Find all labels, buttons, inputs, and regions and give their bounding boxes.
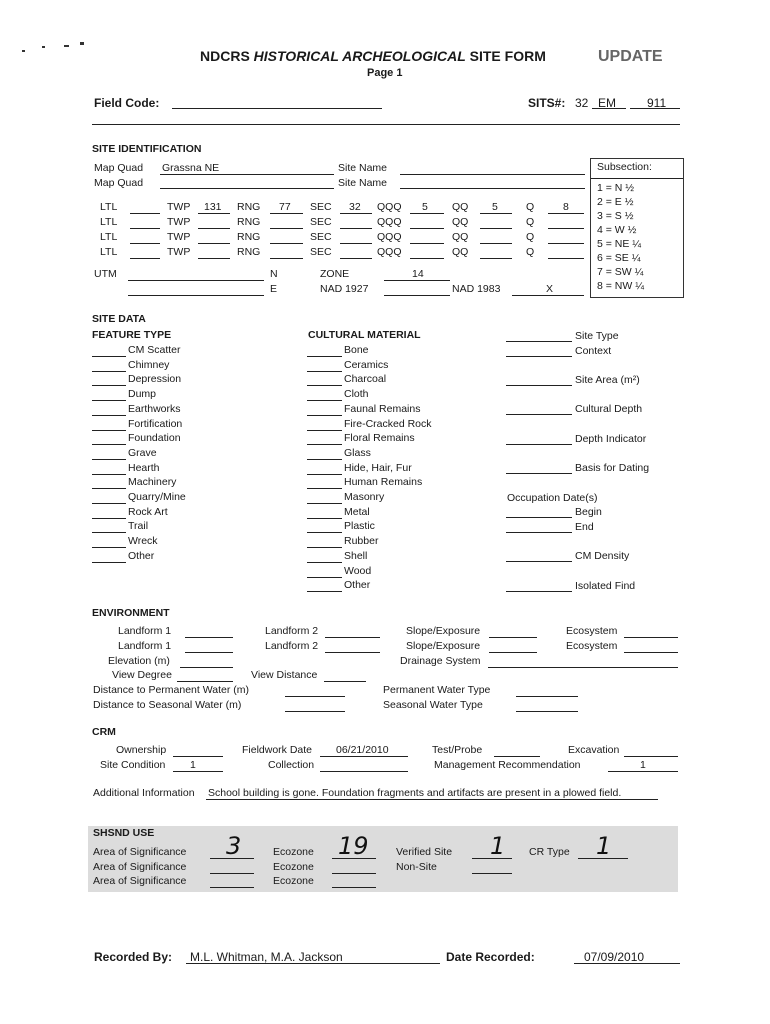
map-quad-label-1: Map Quad [94, 162, 144, 174]
depth-indicator-label: Depth Indicator [575, 433, 647, 445]
zone-value: 14 [412, 268, 424, 280]
depth-indicator-field[interactable] [506, 444, 572, 445]
ecozone-label: Ecozone [273, 861, 314, 873]
landform2-field-2[interactable] [325, 652, 380, 653]
recorded-by-label: Recorded By: [94, 950, 173, 964]
basis-dating-field[interactable] [506, 473, 572, 474]
qqq-value: 5 [422, 201, 428, 213]
landform1-field-2[interactable] [185, 652, 233, 653]
cultural-material-label: Wood [344, 564, 372, 577]
drainage-field[interactable] [488, 667, 678, 668]
site-name-field-1[interactable] [400, 174, 585, 175]
date-recorded-field[interactable] [574, 963, 680, 964]
utm-label: UTM [94, 268, 117, 280]
verified-site-value: 1 [490, 832, 506, 860]
site-name-label-2: Site Name [338, 177, 388, 189]
mgmt-label: Management Recommendation [434, 759, 581, 771]
cultural-material-label: Bone [344, 344, 369, 356]
twp-field[interactable] [198, 258, 230, 259]
collection-label: Collection [268, 759, 315, 771]
rng-label: RNG [237, 201, 261, 213]
date-recorded-label: Date Recorded: [446, 950, 535, 964]
view-degree-field[interactable] [177, 681, 233, 682]
cultural-material-label: Hide, Hair, Fur [344, 461, 412, 474]
area-significance-value: 3 [226, 832, 242, 860]
sits-number: 911 [647, 96, 667, 110]
utm-northing-field[interactable] [128, 280, 264, 281]
qqq-field[interactable] [410, 213, 444, 214]
sec-field[interactable] [340, 258, 372, 259]
cultural-material-label: Cloth [344, 388, 369, 401]
twp-label: TWP [167, 216, 191, 228]
dist-perm-label: Distance to Permanent Water (m) [93, 684, 249, 696]
cm-density-field[interactable] [506, 561, 572, 562]
qqq-label: QQQ [377, 246, 402, 258]
drainage-label: Drainage System [400, 655, 481, 667]
cultural-material-label: Floral Remains [344, 432, 415, 445]
slope-field-1[interactable] [489, 637, 537, 638]
perm-type-label: Permanent Water Type [383, 684, 491, 696]
additional-info-label: Additional Information [93, 787, 195, 799]
mgmt-value: 1 [640, 759, 646, 771]
site-data-heading: SITE DATA [92, 313, 146, 325]
utm-e-label: E [270, 283, 278, 295]
perm-type-field[interactable] [516, 696, 578, 697]
non-site-field[interactable] [472, 873, 512, 874]
non-site-label: Non-Site [396, 861, 437, 873]
slope-label: Slope/Exposure [406, 625, 481, 637]
ecozone-field[interactable] [332, 887, 376, 888]
excavation-label: Excavation [568, 744, 620, 756]
additional-info-line [206, 799, 658, 800]
q-value: 8 [563, 201, 569, 213]
nad1983-mark: X [546, 283, 554, 295]
feature-type-label: Other [128, 549, 155, 562]
feature-type-checkbox[interactable] [92, 547, 126, 548]
cultural-material-label: Glass [344, 446, 371, 459]
rng-label: RNG [237, 231, 261, 243]
cultural-material-label: Shell [344, 549, 368, 562]
elevation-label: Elevation (m) [108, 655, 170, 667]
qq-value: 5 [492, 201, 498, 213]
subsection-item: 7 = SW ¼ [597, 266, 644, 278]
feature-type-label: Rock Art [128, 505, 168, 518]
q-field[interactable] [548, 213, 584, 214]
nad1983-field[interactable] [512, 295, 584, 296]
feature-type-checkbox[interactable] [92, 488, 126, 489]
elevation-field[interactable] [180, 667, 233, 668]
site-name-label-1: Site Name [338, 162, 388, 174]
feature-type-label: CM Scatter [128, 344, 181, 356]
ecozone-value: 19 [338, 832, 369, 860]
cultural-material-checkbox[interactable] [307, 356, 342, 357]
qqq-label: QQQ [377, 231, 402, 243]
ecosystem-label: Ecosystem [566, 625, 618, 637]
rng-field[interactable] [270, 228, 303, 229]
view-degree-label: View Degree [112, 669, 172, 681]
cultural-material-checkbox[interactable] [307, 415, 342, 416]
ecozone-label: Ecozone [273, 846, 314, 858]
subsection-item: 1 = N ½ [597, 182, 635, 194]
cultural-depth-label: Cultural Depth [575, 403, 643, 415]
rng-label: RNG [237, 216, 261, 228]
cultural-material-heading: CULTURAL MATERIAL [308, 329, 421, 341]
feature-type-checkbox[interactable] [92, 385, 126, 386]
slope-label: Slope/Exposure [406, 640, 481, 652]
rng-field[interactable] [270, 243, 303, 244]
map-quad-label-2: Map Quad [94, 177, 144, 189]
subsection-divider [591, 178, 683, 179]
qq-label: QQ [452, 246, 469, 258]
excavation-field[interactable] [624, 756, 678, 757]
ltl-label: LTL [100, 201, 118, 213]
test-probe-field[interactable] [494, 756, 540, 757]
cultural-material-label: Masonry [344, 491, 385, 503]
occupation-dates-label: Occupation Date(s) [507, 492, 598, 504]
cultural-material-label: Rubber [344, 535, 379, 548]
additional-info-text[interactable]: School building is gone. Foundation fragments and artifacts are present in a plowed field. [208, 787, 622, 799]
cultural-material-checkbox[interactable] [307, 371, 342, 372]
shsnd-use-panel [88, 826, 678, 892]
recorded-by-field[interactable] [186, 963, 440, 964]
sits-state: 32 [575, 96, 589, 110]
feature-type-label: Trail [128, 520, 149, 533]
cultural-material-label: Fire-Cracked Rock [344, 417, 432, 430]
isolated-find-label: Isolated Find [575, 580, 636, 592]
landform1-label: Landform 1 [118, 625, 172, 637]
cultural-material-label: Plastic [344, 520, 375, 533]
twp-value: 131 [204, 201, 222, 213]
landform2-label: Landform 2 [265, 640, 319, 652]
rng-field[interactable] [270, 213, 303, 214]
twp-field[interactable] [198, 228, 230, 229]
subsection-legend [590, 158, 684, 298]
ownership-label: Ownership [116, 744, 167, 756]
landform2-label: Landform 2 [265, 625, 319, 637]
qq-field[interactable] [480, 213, 512, 214]
site-area-field[interactable] [506, 385, 572, 386]
qqq-label: QQQ [377, 216, 402, 228]
context-field[interactable] [506, 356, 572, 357]
feature-type-checkbox[interactable] [92, 444, 126, 445]
qqq-field[interactable] [410, 228, 444, 229]
sits-label: SITS#: [528, 96, 566, 110]
twp-field[interactable] [198, 213, 230, 214]
landform2-field-1[interactable] [325, 637, 380, 638]
twp-label: TWP [167, 246, 191, 258]
feature-type-checkbox[interactable] [92, 415, 126, 416]
cultural-material-checkbox[interactable] [307, 488, 342, 489]
cultural-material-label: Ceramics [344, 358, 389, 371]
ecosystem-field-2[interactable] [624, 652, 678, 653]
cultural-material-checkbox[interactable] [307, 430, 342, 431]
end-field[interactable] [506, 532, 572, 533]
rng-field[interactable] [270, 258, 303, 259]
crm-heading: CRM [92, 726, 116, 738]
verified-site-label: Verified Site [396, 846, 453, 858]
qq-field[interactable] [480, 243, 512, 244]
form-title [200, 48, 546, 64]
cultural-material-checkbox[interactable] [307, 518, 342, 519]
cultural-material-checkbox[interactable] [307, 474, 342, 475]
feature-type-label: Depression [128, 373, 182, 386]
qq-field[interactable] [480, 258, 512, 259]
feature-type-checkbox[interactable] [92, 356, 126, 357]
ltl-field[interactable] [130, 228, 160, 229]
feature-type-checkbox[interactable] [92, 518, 126, 519]
ltl-label: LTL [100, 216, 118, 228]
qq-label: QQ [452, 231, 469, 243]
landform1-field-1[interactable] [185, 637, 233, 638]
site-name-field-2[interactable] [400, 188, 585, 189]
cm-density-label: CM Density [575, 550, 630, 562]
sits-county: EM [598, 96, 616, 110]
utm-n-label: N [270, 268, 278, 280]
twp-label: TWP [167, 201, 191, 213]
field-code-field[interactable] [172, 108, 382, 109]
ecozone-label: Ecozone [273, 875, 314, 887]
feature-type-checkbox[interactable] [92, 474, 126, 475]
header-rule [92, 124, 680, 125]
context-label: Context [575, 345, 612, 357]
title-prefix: NDCRS [200, 48, 250, 64]
fieldwork-date-field[interactable] [320, 756, 408, 757]
feature-type-label: Machinery [128, 476, 177, 489]
site-condition-value: 1 [190, 759, 196, 771]
area-significance-label: Area of Significance [93, 861, 187, 873]
title-italic: HISTORICAL ARCHEOLOGICAL [253, 48, 466, 64]
sec-field[interactable] [340, 213, 372, 214]
feature-type-checkbox[interactable] [92, 532, 126, 533]
cultural-material-checkbox[interactable] [307, 444, 342, 445]
qq-field[interactable] [480, 228, 512, 229]
cultural-material-label: Faunal Remains [344, 402, 421, 415]
feature-type-label: Dump [128, 388, 157, 401]
sec-label: SEC [310, 201, 332, 213]
ltl-label: LTL [100, 246, 118, 258]
feature-type-label: Earthworks [128, 402, 181, 415]
environment-heading: ENVIRONMENT [92, 607, 170, 619]
slope-field-2[interactable] [489, 652, 537, 653]
title-suffix: SITE FORM [469, 48, 546, 64]
utm-easting-field[interactable] [128, 295, 264, 296]
recorded-by-value: M.L. Whitman, M.A. Jackson [190, 950, 343, 964]
view-distance-field[interactable] [324, 681, 366, 682]
qqq-field[interactable] [410, 258, 444, 259]
site-area-label: Site Area (m²) [575, 374, 640, 386]
site-condition-label: Site Condition [100, 759, 166, 771]
feature-type-checkbox[interactable] [92, 371, 126, 372]
cultural-material-checkbox[interactable] [307, 532, 342, 533]
feature-type-checkbox[interactable] [92, 400, 126, 401]
cultural-material-checkbox[interactable] [307, 562, 342, 563]
subsection-item: 3 = S ½ [597, 210, 634, 222]
dist-seas-field[interactable] [285, 711, 345, 712]
feature-type-heading: FEATURE TYPE [92, 329, 172, 341]
test-probe-label: Test/Probe [432, 744, 483, 756]
cr-type-value: 1 [596, 832, 612, 860]
sits-number-line [630, 108, 680, 109]
map-quad-field-2[interactable] [160, 188, 334, 189]
twp-field[interactable] [198, 243, 230, 244]
feature-type-checkbox[interactable] [92, 503, 126, 504]
cultural-material-checkbox[interactable] [307, 591, 342, 592]
scan-speck [80, 42, 84, 45]
cultural-material-label: Metal [344, 505, 370, 518]
map-quad-field-1[interactable] [160, 174, 334, 175]
scan-speck [64, 45, 69, 47]
seas-type-field[interactable] [516, 711, 578, 712]
site-condition-field[interactable] [173, 771, 223, 772]
shsnd-heading: SHSND USE [93, 827, 155, 839]
sec-value: 32 [349, 201, 361, 213]
subsection-item: 8 = NW ¼ [597, 280, 644, 292]
rng-label: RNG [237, 246, 261, 258]
subsection-item: 5 = NE ¼ [597, 238, 642, 250]
q-label: Q [526, 201, 535, 213]
subsection-title: Subsection: [597, 161, 652, 173]
feature-type-label: Grave [128, 446, 157, 459]
feature-type-checkbox[interactable] [92, 562, 126, 563]
q-field[interactable] [548, 258, 584, 259]
ecosystem-label: Ecosystem [566, 640, 618, 652]
q-label: Q [526, 231, 535, 243]
qq-label: QQ [452, 216, 469, 228]
sec-label: SEC [310, 216, 332, 228]
q-label: Q [526, 246, 535, 258]
cultural-material-checkbox[interactable] [307, 547, 342, 548]
update-label: UPDATE [598, 48, 663, 65]
cultural-material-label: Charcoal [344, 373, 387, 386]
cultural-material-checkbox[interactable] [307, 459, 342, 460]
field-code-label: Field Code: [94, 96, 160, 110]
fieldwork-date-label: Fieldwork Date [242, 744, 313, 756]
ltl-field[interactable] [130, 258, 160, 259]
feature-type-label: Hearth [128, 461, 160, 474]
sits-county-line [592, 108, 626, 109]
cultural-material-label: Human Remains [344, 476, 423, 489]
cultural-material-checkbox[interactable] [307, 400, 342, 401]
area-significance-field[interactable] [210, 873, 254, 874]
ltl-field[interactable] [130, 243, 160, 244]
feature-type-label: Fortification [128, 417, 183, 430]
qq-label: QQ [452, 201, 469, 213]
site-id-heading: SITE IDENTIFICATION [92, 143, 202, 155]
cultural-material-checkbox[interactable] [307, 385, 342, 386]
scan-speck [42, 46, 45, 48]
subsection-item: 6 = SE ¼ [597, 252, 641, 264]
nad1927-field[interactable] [384, 295, 450, 296]
cultural-material-checkbox[interactable] [307, 577, 342, 578]
nad1983-label: NAD 1983 [452, 283, 501, 295]
page-number: Page 1 [367, 67, 403, 79]
ownership-field[interactable] [173, 756, 223, 757]
twp-label: TWP [167, 231, 191, 243]
rng-value: 77 [279, 201, 291, 213]
cultural-material-checkbox[interactable] [307, 503, 342, 504]
feature-type-checkbox[interactable] [92, 430, 126, 431]
view-distance-label: View Distance [251, 669, 318, 681]
sec-field[interactable] [340, 243, 372, 244]
area-significance-label: Area of Significance [93, 846, 187, 858]
dist-perm-field[interactable] [285, 696, 345, 697]
sec-field[interactable] [340, 228, 372, 229]
qqq-field[interactable] [410, 243, 444, 244]
qqq-label: QQQ [377, 201, 402, 213]
feature-type-checkbox[interactable] [92, 459, 126, 460]
feature-type-label: Chimney [128, 358, 170, 371]
feature-type-label: Quarry/Mine [128, 491, 186, 503]
site-type-label: Site Type [575, 330, 619, 342]
seas-type-label: Seasonal Water Type [383, 699, 483, 711]
cultural-material-label: Other [344, 579, 371, 592]
zone-label: ZONE [320, 268, 350, 280]
ltl-field[interactable] [130, 213, 160, 214]
subsection-item: 4 = W ½ [597, 224, 637, 236]
mgmt-field[interactable] [608, 771, 678, 772]
cultural-depth-field[interactable] [506, 414, 572, 415]
cr-type-label: CR Type [529, 846, 570, 858]
zone-field[interactable] [384, 280, 450, 281]
nad1927-label: NAD 1927 [320, 283, 369, 295]
ecosystem-field-1[interactable] [624, 637, 678, 638]
fieldwork-date-value: 06/21/2010 [336, 744, 389, 756]
collection-field[interactable] [320, 771, 408, 772]
q-label: Q [526, 216, 535, 228]
ecozone-field[interactable] [332, 873, 376, 874]
subsection-item: 2 = E ½ [597, 196, 634, 208]
q-field[interactable] [548, 228, 584, 229]
begin-field[interactable] [506, 517, 572, 518]
sec-label: SEC [310, 231, 332, 243]
map-quad-value-1: Grassna NE [162, 162, 220, 174]
isolated-find-field[interactable] [506, 591, 572, 592]
area-significance-label: Area of Significance [93, 875, 187, 887]
area-significance-field[interactable] [210, 887, 254, 888]
end-label: End [575, 521, 594, 533]
date-recorded-value: 07/09/2010 [584, 950, 645, 964]
begin-label: Begin [575, 506, 602, 518]
basis-dating-label: Basis for Dating [575, 462, 650, 474]
landform1-label: Landform 1 [118, 640, 172, 652]
site-type-field[interactable] [506, 341, 572, 342]
feature-type-label: Wreck [128, 535, 158, 548]
q-field[interactable] [548, 243, 584, 244]
scan-speck [22, 50, 25, 52]
feature-type-label: Foundation [128, 432, 181, 445]
dist-seas-label: Distance to Seasonal Water (m) [93, 699, 242, 711]
sec-label: SEC [310, 246, 332, 258]
ltl-label: LTL [100, 231, 118, 243]
